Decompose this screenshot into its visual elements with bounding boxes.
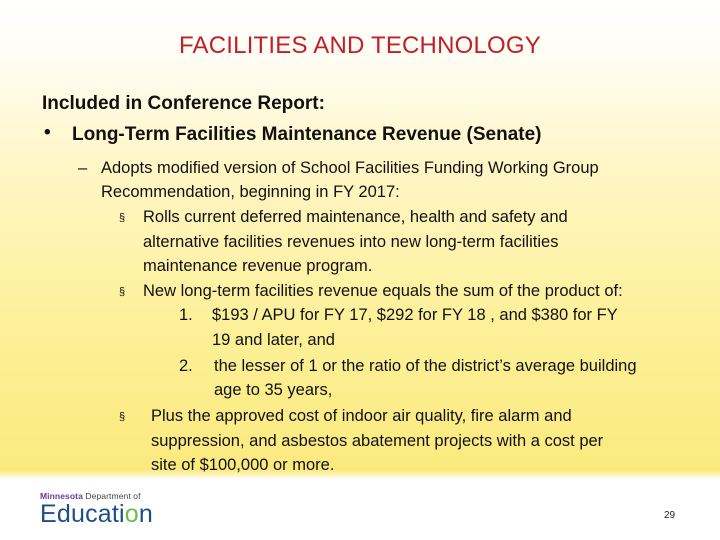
logo-word-part1: Educati — [40, 500, 125, 528]
sq3-line-1: Plus the approved cost of indoor air quality, fire alarm and — [151, 407, 572, 425]
sq1-line-3: maintenance revenue program. — [143, 257, 373, 275]
item1-line-1: $193 / APU for FY 17, $292 for FY 18 , and $380 for FY — [212, 306, 618, 324]
bullet-icon: • — [44, 122, 51, 143]
item-number-1: 1. — [179, 306, 193, 324]
dash-icon: – — [78, 159, 88, 177]
sub-line-2: Recommendation, beginning in FY 2017: — [101, 183, 400, 201]
item-number-2: 2. — [179, 357, 193, 375]
square-bullet-icon: § — [119, 212, 126, 224]
page-number: 29 — [664, 510, 676, 521]
square-bullet-icon: § — [119, 411, 126, 423]
item1-line-2: 19 and later, and — [212, 331, 335, 349]
sq1-line-2: alternative facilities revenues into new long-term facilities — [143, 233, 559, 251]
logo-word-o: o — [124, 500, 139, 528]
sq2-line-1: New long-term facilities revenue equals the sum of the product of: — [143, 282, 623, 300]
logo-wordmark — [40, 500, 153, 529]
heading: Included in Conference Report: — [42, 93, 325, 114]
logo-dept: Department of — [85, 491, 141, 501]
sq3-line-3: site of $100,000 or more. — [151, 456, 335, 474]
sq3-line-2: suppression, and asbestos abatement projects with a cost per — [151, 432, 604, 450]
square-bullet-icon: § — [119, 286, 126, 298]
item2-line-1: the lesser of 1 or the ratio of the district’s average building — [214, 357, 637, 375]
main-bullet: Long-Term Facilities Maintenance Revenue (Senate) — [72, 124, 542, 145]
mde-logo — [40, 491, 153, 529]
slide-title: FACILITIES AND TECHNOLOGY — [179, 32, 541, 59]
item2-line-2: age to 35 years, — [214, 381, 333, 399]
logo-state: Minnesota — [40, 491, 83, 501]
logo-word-part2: n — [138, 500, 154, 528]
sq1-line-1: Rolls current deferred maintenance, health and safety and — [143, 208, 568, 226]
sub-line-1: Adopts modified version of School Facilities Funding Working Group — [101, 159, 599, 177]
